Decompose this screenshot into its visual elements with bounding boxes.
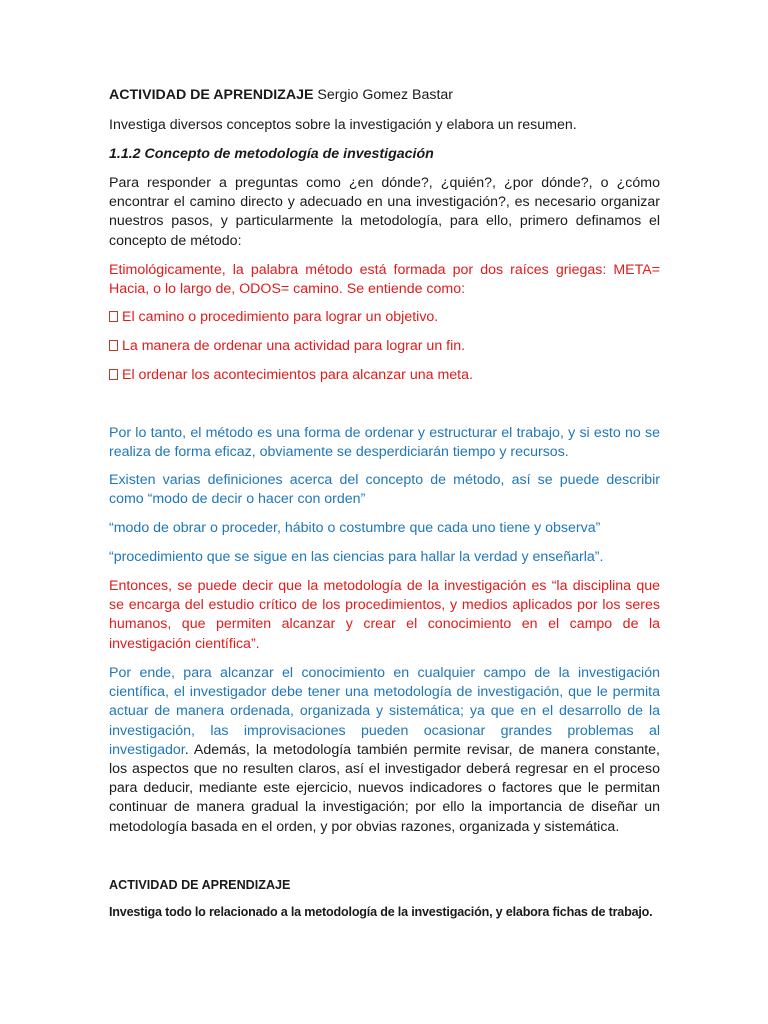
definitions-paragraph: Existen varias definiciones acerca del concepto de método, así se puede describir como “modo de decir o hacer con orden” (109, 472, 660, 508)
method-summary-paragraph: Por lo tanto, el método es una forma de ordenar y estructurar el trabajo, y si esto no se realiza de forma eficaz, obviamente se desperdiciarán tiempo y recursos. (109, 425, 660, 461)
bullet-item: El camino o procedimiento para lograr un objetivo. (109, 308, 660, 327)
section-title: 1.1.2 Concepto de metodología de investigación (109, 146, 434, 162)
conclusion-paragraph: Por ende, para alcanzar el conocimiento en cualquier campo de la investigación científica, el investigador debe tener una metodología de investigación, que le permita actuar de manera ordenada, organizada y sistemática; ya que en el desarrollo de la investigación, las improvisaciones pueden ocasionar grandes problemas al investigador. Además, la metodología también permite revisar, de manera constante, los aspectos que no resulten claros, así el investigador deberá regresar en el proceso para deducir, mediante este ejercicio, nuevos indicadores o factores que le permitan continuar de manera gradual la investigación; por ello la importancia de diseñar un metodología basada en el orden, y por obvias razones, organizada y sistemática. (109, 665, 660, 835)
bullet-box-icon (109, 369, 118, 380)
methodology-definition-paragraph: Entonces, se puede decir que la metodología de la investigación es “la disciplina que se encarga del estudio crítico de los procedimientos, y medios aplicados por los seres humanos, que permiten alcanzar y crear el conocimiento en el campo de la investigación científica”. (109, 578, 660, 652)
activity-label: ACTIVIDAD DE APRENDIZAJE (109, 87, 314, 103)
intro-paragraph: Para responder a preguntas como ¿en dónde?, ¿quién?, ¿por dónde?, o ¿cómo encontrar el camino directo y adecuado en una investigación?, es necesario organizar nuestros pasos, y particularmente la metodología, para ello, primero definamos el concepto de método: (109, 175, 660, 249)
etymology-paragraph: Etimológicamente, la palabra método está formada por dos raíces griegas: META= Hacia, o lo largo de, ODOS= camino. Se entiende como: (109, 262, 660, 298)
definition-quote-1: “modo de obrar o proceder, hábito o costumbre que cada uno tiene y observa” (109, 520, 601, 536)
definition-quote-2: “procedimiento que se sigue en las ciencias para hallar la verdad y enseñarla”. (109, 549, 604, 565)
task-1: Investiga diversos conceptos sobre la investigación y elabora un resumen. (109, 117, 577, 133)
bullet-box-icon (109, 340, 118, 351)
activity-heading-1 (109, 86, 660, 105)
bullet-item: La manera de ordenar una actividad para lograr un fin. (109, 337, 660, 356)
activity-heading-2: ACTIVIDAD DE APRENDIZAJE (109, 878, 291, 892)
bullet-item: El ordenar los acontecimientos para alcanzar una meta. (109, 366, 660, 385)
author-name: Sergio Gomez Bastar (313, 87, 454, 103)
bullet-box-icon (109, 311, 118, 322)
task-2: Investiga todo lo relacionado a la metodología de la investigación, y elabora fichas de trabajo. (109, 905, 653, 919)
